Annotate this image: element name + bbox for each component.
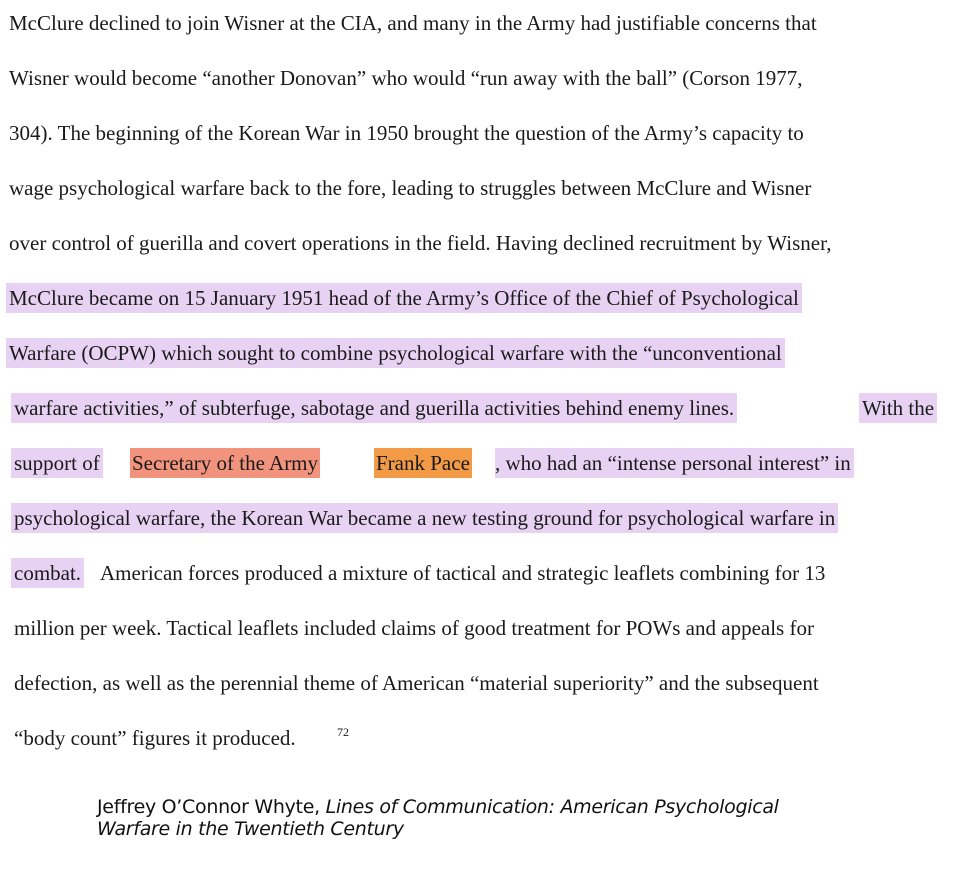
text-span: McClure declined to join Wisner at the CIA, and many in the Army had justifiable concerns that: [9, 11, 817, 35]
highlighted-text: combat.: [11, 558, 84, 588]
text-span: over control of guerilla and covert operations in the field. Having declined recruitment by Wisner,: [9, 231, 832, 255]
text-line: [0, 283, 956, 313]
caption-author: Jeffrey O’Connor Whyte,: [97, 796, 320, 818]
highlighted-text: Warfare (OCPW) which sought to combine psychological warfare with the “unconventional: [6, 338, 785, 368]
highlighted-text: , who had an “intense personal interest” in: [495, 448, 854, 478]
text-span: 304). The beginning of the Korean War in 1950 brought the question of the Army’s capacity to: [9, 121, 804, 145]
caption-title: Lines of Communication: American Psychological: [325, 796, 779, 818]
highlighted-text: McClure became on 15 January 1951 head of the Army’s Office of the Chief of Psychological: [6, 283, 802, 313]
text-span: million per week. Tactical leaflets included claims of good treatment for POWs and appeals for: [14, 616, 814, 640]
text-line: [0, 173, 956, 203]
text-line: [0, 8, 956, 38]
text-line: [0, 558, 956, 588]
text-line: [0, 723, 956, 753]
highlighted-text: With the: [859, 393, 937, 423]
text-line: [0, 668, 956, 698]
text-line: [0, 228, 956, 258]
text-line: [0, 338, 956, 368]
highlighted-text: support of: [11, 448, 103, 478]
highlighted-text: psychological warfare, the Korean War became a new testing ground for psychological warfare in: [11, 503, 838, 533]
footnote-marker: 72: [337, 725, 349, 739]
text-span: American forces produced a mixture of tactical and strategic leaflets combining for 13: [100, 561, 826, 585]
highlighted-entity: Frank Pace: [374, 448, 472, 478]
text-line: [0, 393, 956, 423]
text-span: defection, as well as the perennial theme of American “material superiority” and the subsequent: [14, 671, 819, 695]
text-line: [0, 118, 956, 148]
caption-title-cont: Warfare in the Twentieth Century: [97, 818, 404, 840]
highlighted-text: warfare activities,” of subterfuge, sabotage and guerilla activities behind enemy lines.: [11, 393, 737, 423]
text-line: [0, 448, 956, 478]
text-line: [0, 63, 956, 93]
highlighted-entity: Secretary of the Army: [130, 448, 320, 478]
citation-caption: [97, 796, 917, 840]
text-line: [0, 613, 956, 643]
text-span: wage psychological warfare back to the fore, leading to struggles between McClure and Wisner: [9, 176, 812, 200]
text-line: [0, 503, 956, 533]
text-span: “body count” figures it produced.: [14, 726, 296, 750]
text-span: Wisner would become “another Donovan” who would “run away with the ball” (Corson 1977,: [9, 66, 803, 90]
